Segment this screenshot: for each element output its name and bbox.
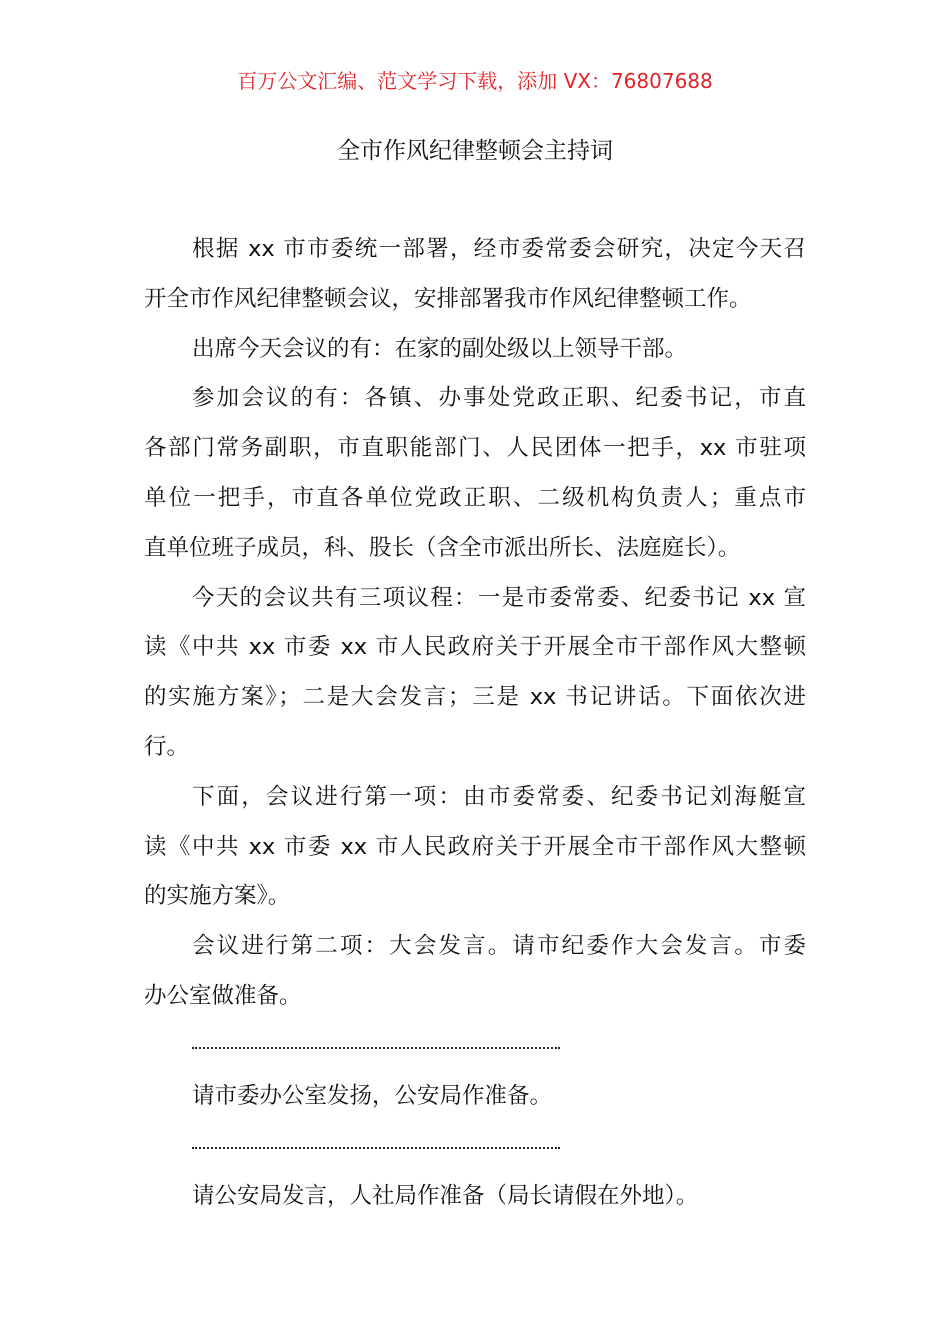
paragraph xyxy=(144,225,806,325)
paragraph xyxy=(144,325,806,375)
document-body xyxy=(144,225,806,1221)
dotted-line xyxy=(192,1146,560,1149)
paragraph-line: 单位一把手，市直各单位党政正职、二级机构负责人；重点市 xyxy=(144,484,806,511)
ellipsis-separator xyxy=(144,1122,806,1172)
paragraph-line: 会议进行第二项：大会发言。请市纪委作大会发言。市委 xyxy=(192,933,806,960)
ellipsis-separator xyxy=(144,1022,806,1072)
paragraph-line: 各部门常务副职，市直职能部门、人民团体一把手，xx 市驻项 xyxy=(144,435,806,462)
paragraph-line: 根据 xx 市市委统一部署，经市委常委会研究，决定今天召 xyxy=(192,236,806,262)
paragraph-line: 读《中共 xx 市委 xx 市人民政府关于开展全市干部作风大整顿 xyxy=(144,833,806,860)
paragraph-line: 行。 xyxy=(144,733,190,760)
paragraph xyxy=(144,773,806,922)
paragraph-line: 出席今天会议的有：在家的副处级以上领导干部。 xyxy=(192,335,688,362)
paragraph-line: 办公室做准备。 xyxy=(144,982,302,1009)
paragraph-line: 的实施方案》；二是大会发言；三是 xx 书记讲话。下面依次进 xyxy=(144,684,806,711)
dotted-line xyxy=(192,1046,560,1049)
paragraph xyxy=(144,1172,806,1222)
watermark-banner: 百万公文汇编、范文学习下载，添加 VX：76807688 xyxy=(237,69,713,93)
paragraph xyxy=(144,922,806,1022)
paragraph-line: 的实施方案》。 xyxy=(144,883,291,910)
paragraph-line: 直单位班子成员，科、股长（含全市派出所长、法庭庭长）。 xyxy=(144,534,741,561)
paragraph-line: 开全市作风纪律整顿会议，安排部署我市作风纪律整顿工作。 xyxy=(144,285,752,312)
paragraph-line: 请市委办公室发扬，公安局作准备。 xyxy=(192,1082,553,1109)
paragraph xyxy=(144,574,806,773)
paragraph-line: 今天的会议共有三项议程：一是市委常委、纪委书记 xx 宣 xyxy=(192,584,806,611)
paragraph-line: 下面，会议进行第一项：由市委常委、纪委书记刘海艇宣 xyxy=(192,783,806,810)
document-title: 全市作风纪律整顿会主持词 xyxy=(337,138,613,164)
paragraph xyxy=(144,374,806,573)
paragraph xyxy=(144,1072,806,1122)
paragraph-line: 读《中共 xx 市委 xx 市人民政府关于开展全市干部作风大整顿 xyxy=(144,634,806,661)
paragraph-line: 请公安局发言，人社局作准备（局长请假在外地）。 xyxy=(192,1182,699,1209)
paragraph-line: 参加会议的有：各镇、办事处党政正职、纪委书记，市直 xyxy=(192,385,806,412)
